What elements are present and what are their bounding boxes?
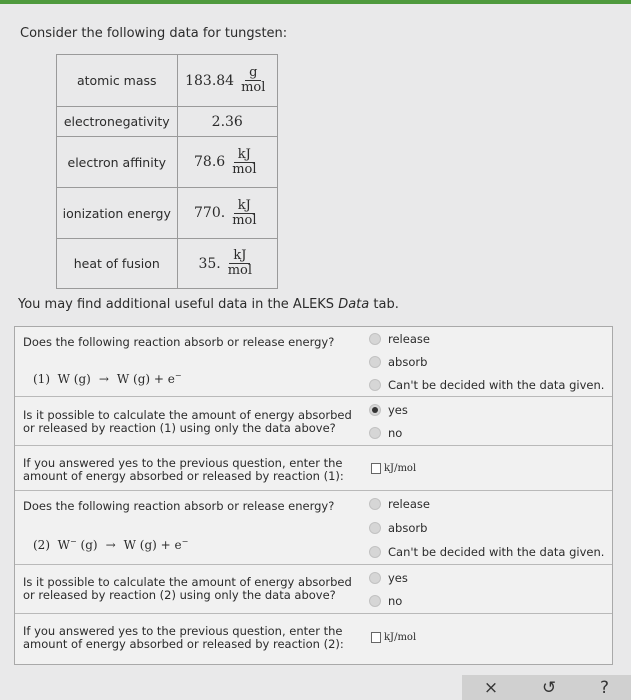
divider	[15, 445, 612, 446]
unit-fraction: $\frac{kJ}{\text{mol}}$	[232, 146, 257, 177]
property-label: ionization energy	[57, 188, 178, 239]
table-row	[57, 188, 278, 239]
radio-button[interactable]	[369, 498, 381, 510]
intro-text: Consider the following data for tungsten:	[20, 26, 288, 41]
divider	[15, 490, 612, 491]
unit-fraction: $\frac{g}{\text{mol}}$	[241, 65, 266, 95]
radio-button-selected[interactable]	[369, 404, 381, 416]
q3-answer-field[interactable]: kJ/mol	[371, 463, 416, 474]
property-value: 770.	[194, 205, 226, 221]
property-label: electronegativity	[57, 107, 178, 137]
q4-prompt: Does the following reaction absorb or release energy?	[23, 499, 335, 513]
question-panel	[14, 326, 613, 665]
q4-option-absorb[interactable]: absorb	[369, 521, 427, 535]
q2-prompt: Is it possible to calculate the amount of energy absorbed or released by reaction (1) using only the data above?	[23, 408, 352, 435]
action-bar	[462, 675, 631, 700]
radio-button[interactable]	[369, 595, 381, 607]
property-label: atomic mass	[57, 55, 178, 107]
q5-option-yes[interactable]: yes	[369, 571, 408, 585]
radio-button[interactable]	[369, 356, 381, 368]
table-row	[57, 55, 278, 107]
undo-icon[interactable]: ↺	[541, 677, 557, 698]
q2-option-no[interactable]: no	[369, 426, 402, 440]
tungsten-data-table	[56, 54, 278, 289]
top-accent-bar	[0, 0, 631, 4]
property-label: electron affinity	[57, 137, 178, 188]
table-row	[57, 239, 278, 289]
radio-button[interactable]	[369, 522, 381, 534]
unit-fraction: $\frac{kJ}{\text{mol}}$	[232, 197, 257, 228]
reaction-2: (2) W− (g) → W (g) + e−	[33, 537, 189, 552]
property-value: 183.84	[185, 72, 235, 89]
radio-button[interactable]	[369, 427, 381, 439]
close-icon[interactable]: ×	[483, 677, 499, 698]
table-row	[57, 137, 278, 188]
q2-option-yes[interactable]: yes	[369, 403, 408, 417]
radio-button[interactable]	[369, 379, 381, 391]
q6-prompt: If you answered yes to the previous question, enter the amount of energy absorbed or released by reaction (2):	[23, 624, 344, 651]
divider	[15, 613, 612, 614]
q1-option-undecided[interactable]: Can't be decided with the data given.	[369, 378, 604, 392]
property-label: heat of fusion	[57, 239, 178, 289]
q1-prompt: Does the following reaction absorb or release energy?	[23, 335, 335, 349]
property-value: 78.6	[194, 154, 226, 170]
answer-input[interactable]	[371, 632, 381, 643]
q1-option-absorb[interactable]: absorb	[369, 355, 427, 369]
radio-button[interactable]	[369, 546, 381, 558]
answer-input[interactable]	[371, 463, 381, 474]
radio-button[interactable]	[369, 572, 381, 584]
q5-prompt: Is it possible to calculate the amount of energy absorbed or released by reaction (2) using only the data above?	[23, 575, 352, 602]
q5-option-no[interactable]: no	[369, 594, 402, 608]
q3-prompt: If you answered yes to the previous question, enter the amount of energy absorbed or released by reaction (1):	[23, 456, 344, 483]
table-row	[57, 107, 278, 137]
radio-button[interactable]	[369, 333, 381, 345]
divider	[15, 396, 612, 397]
q4-option-undecided[interactable]: Can't be decided with the data given.	[369, 545, 604, 559]
divider	[15, 564, 612, 565]
q4-option-release[interactable]: release	[369, 497, 430, 511]
q6-answer-field[interactable]: kJ/mol	[371, 632, 416, 643]
help-icon[interactable]: ?	[600, 677, 610, 698]
property-value: 35.	[198, 255, 221, 272]
property-value: 2.36	[211, 113, 243, 130]
unit-fraction: $\frac{kJ}{\text{mol}}$	[227, 248, 253, 278]
reaction-1: (1) W (g) → W (g) + e−	[33, 371, 182, 386]
q1-option-release[interactable]: release	[369, 332, 430, 346]
data-tab-note: You may find additional useful data in the ALEKS Data tab.	[18, 297, 399, 312]
